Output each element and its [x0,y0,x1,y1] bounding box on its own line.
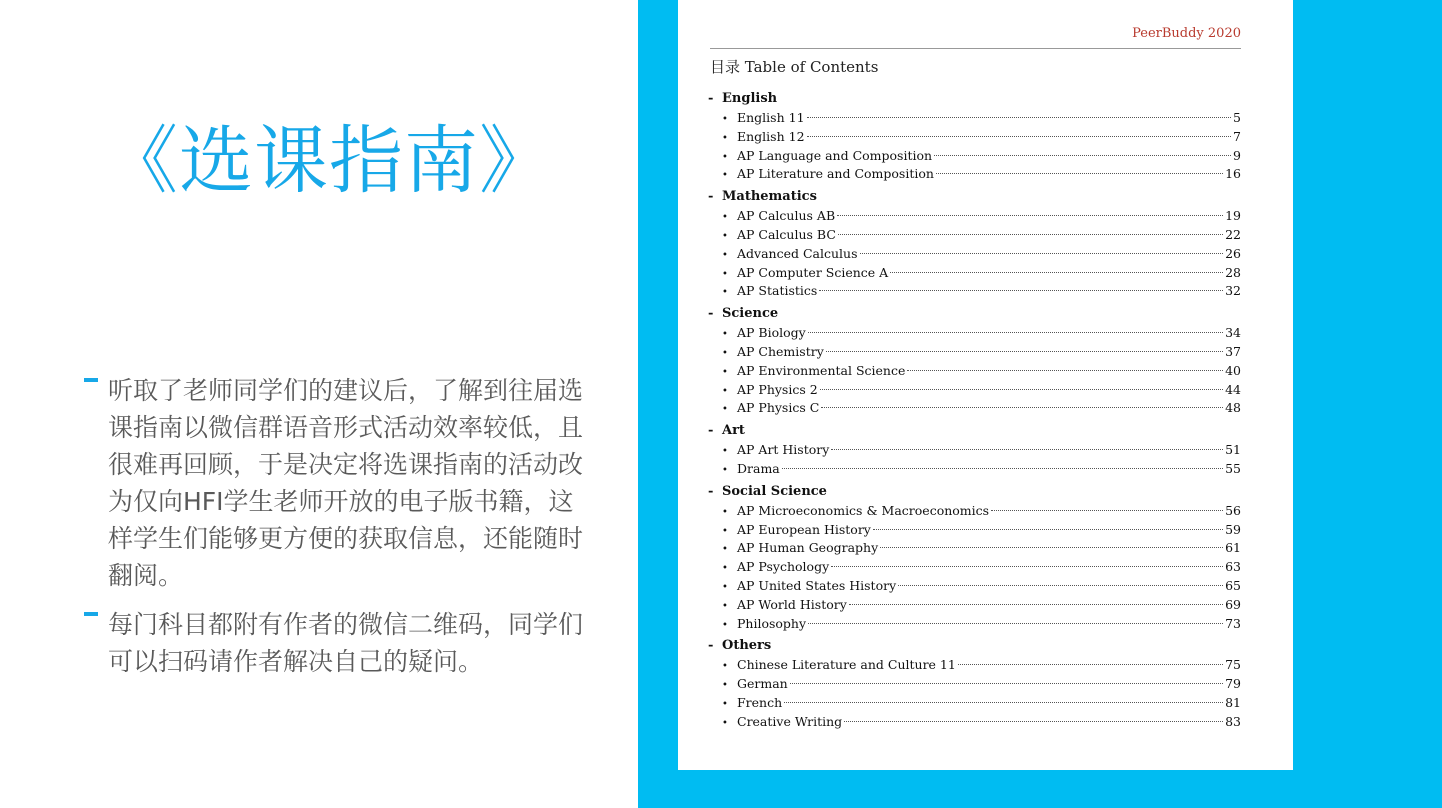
toc-entry-title: AP Physics 2 [737,381,818,397]
toc-section-heading [708,635,1241,656]
toc-entry-page: 75 [1225,657,1241,673]
toc-entry-title: AP European History [737,521,871,537]
dot-leader [873,529,1223,530]
toc-entry-page: 56 [1225,502,1241,518]
dot-leader [782,468,1223,469]
bullet-dot-icon: • [722,563,728,575]
toc-entry-title: AP Language and Composition [737,147,933,163]
bullet-dot-icon: • [722,114,728,125]
toc-section-heading [708,186,1241,207]
toc-entry-title: AP Biology [737,325,806,341]
bullet-dot-icon: • [722,600,728,612]
dot-leader [790,683,1223,684]
bullet-dot-icon: • [722,329,728,341]
toc-section-heading [708,88,1241,109]
bullet-dot-icon: • [722,717,728,729]
bullet-dot-icon: • [722,464,728,476]
toc-entry-title: AP Calculus AB [737,208,836,224]
dot-leader [820,389,1223,390]
table-of-contents [708,86,1241,732]
toc-entry [708,694,1241,713]
section-name: Others [722,638,772,654]
dot-leader [831,566,1223,567]
bullet-dot-icon: • [722,446,728,458]
toc-entry-page: 63 [1225,559,1241,575]
section-name: Art [722,423,745,439]
toc-entry [708,615,1241,634]
toc-entry-title: German [737,676,788,692]
toc-entry-title: AP Environmental Science [737,362,906,378]
bullet-dot-icon: • [722,506,728,518]
bullet-dot-icon: • [722,619,728,631]
section-name: Mathematics [722,189,817,205]
dot-leader [838,234,1223,235]
section-dash-icon: - [708,483,714,499]
section-name: English [722,91,778,106]
toc-section-heading [708,481,1241,502]
toc-entry-title: AP World History [737,596,847,612]
toc-title: 目录 Table of Contents [710,58,879,76]
toc-section-heading [708,420,1241,441]
toc-entry [708,596,1241,615]
toc-entry [708,324,1241,343]
toc-entry-title: AP Physics C [737,400,820,416]
dot-leader [837,215,1223,216]
document-page [678,0,1293,770]
toc-entry [708,207,1241,226]
bullet-dot-icon: • [722,385,728,397]
toc-entry-title: Chinese Literature and Culture 11 [737,657,956,673]
dot-leader [849,604,1223,605]
bullet-dot-icon: • [722,680,728,692]
bullet-dot-icon: • [722,151,728,163]
section-dash-icon: - [708,306,714,322]
bullet-dot-icon: • [722,230,728,242]
bullet-dot-icon: • [722,525,728,537]
document-header: PeerBuddy 2020 [710,26,1241,49]
toc-entry-title: AP Chemistry [737,343,824,359]
toc-entry-page: 5 [1233,110,1241,125]
toc-entry [708,521,1241,540]
toc-entry-page: 79 [1225,676,1241,692]
toc-section-heading [708,303,1241,324]
toc-entry-page: 34 [1225,325,1241,341]
toc-entry-page: 61 [1225,540,1241,556]
toc-entry [708,362,1241,381]
toc-entry-page: 22 [1225,226,1241,242]
toc-entry-title: French [737,694,783,710]
toc-entry-title: AP Psychology [737,559,830,575]
bullet-dot-icon: • [722,698,728,710]
toc-entry-title: Creative Writing [737,713,843,729]
toc-entry-title: Drama [737,460,780,476]
dot-leader [898,585,1223,586]
toc-entry [708,460,1241,479]
toc-entry-title: AP Human Geography [737,540,879,556]
bullet-dot-icon: • [722,132,728,144]
toc-entry-page: 28 [1225,264,1241,280]
bullet-dot-icon: • [722,404,728,416]
toc-entry [708,226,1241,245]
toc-entry [708,441,1241,460]
toc-entry [708,245,1241,264]
toc-entry-title: English 11 [737,110,805,125]
toc-entry-title: AP Computer Science A [737,264,889,280]
toc-entry [708,502,1241,521]
toc-entry-page: 7 [1233,128,1241,144]
bullet-dot-icon: • [722,661,728,673]
toc-entry-page: 26 [1225,245,1241,261]
dot-leader [890,272,1223,273]
toc-entry-title: AP United States History [737,577,897,593]
dot-leader [934,155,1231,156]
bullet-text: 每门科目都附有作者的微信二维码，同学们可以扫码请作者解决自己的疑问。 [108,610,584,676]
toc-entry [708,399,1241,418]
bullet-dash-icon [84,612,98,616]
section-dash-icon: - [708,91,714,106]
dot-leader [880,547,1223,548]
toc-entry-title: Advanced Calculus [737,245,858,261]
slide-title: 《选课指南》 [104,118,554,204]
toc-entry-title: English 12 [737,128,805,144]
toc-entry-page: 51 [1225,442,1241,458]
toc-entry [708,264,1241,283]
bullet-dot-icon: • [722,249,728,261]
toc-entry [708,577,1241,596]
dot-leader [826,351,1223,352]
dot-leader [907,370,1223,371]
section-name: Science [722,306,779,322]
bullet-dot-icon: • [722,366,728,378]
bullet-dot-icon: • [722,170,728,182]
toc-entry-page: 40 [1225,362,1241,378]
toc-entry [708,109,1241,128]
toc-entry [708,713,1241,732]
toc-entry-page: 37 [1225,343,1241,359]
toc-entry-page: 81 [1225,694,1241,710]
dot-leader [821,407,1223,408]
toc-entry-title: AP Calculus BC [737,226,836,242]
dot-leader [831,449,1223,450]
section-dash-icon: - [708,189,714,205]
dot-leader [991,510,1223,511]
bullet-dot-icon: • [722,287,728,299]
toc-entry-title: AP Microeconomics & Macroeconomics [737,502,990,518]
bullet-item [84,372,584,594]
toc-entry [708,381,1241,400]
dot-leader [808,623,1223,624]
toc-entry [708,558,1241,577]
bullet-dot-icon: • [722,212,728,224]
toc-entry [708,165,1241,184]
toc-entry-title: AP Art History [737,442,830,458]
toc-entry-page: 69 [1225,596,1241,612]
dot-leader [807,117,1232,118]
toc-entry-page: 55 [1225,460,1241,476]
toc-entry-title: Philosophy [737,615,807,631]
bullet-item [84,606,584,680]
toc-entry-title: AP Literature and Composition [737,166,934,182]
bullet-dot-icon: • [722,347,728,359]
toc-entry [708,343,1241,362]
section-dash-icon: - [708,423,714,439]
toc-entry-page: 73 [1225,615,1241,631]
toc-entry-page: 19 [1225,208,1241,224]
toc-entry-page: 44 [1225,381,1241,397]
toc-entry [708,282,1241,301]
dot-leader [807,136,1232,137]
bullet-dot-icon: • [722,581,728,593]
toc-entry-page: 48 [1225,400,1241,416]
toc-entry-page: 32 [1225,283,1241,299]
dot-leader [936,173,1223,174]
toc-entry-page: 59 [1225,521,1241,537]
bullet-dash-icon [84,378,98,382]
dot-leader [784,702,1223,703]
dot-leader [808,332,1223,333]
toc-entry [708,656,1241,675]
dot-leader [958,664,1223,665]
dot-leader [844,721,1223,722]
bullet-text: 听取了老师同学们的建议后，了解到往届选课指南以微信群语音形式活动效率较低，且很难再回顾，于是决定将选课指南的活动改为仅向HFI学生老师开放的电子版书籍，这样学生们能够更方便的获取信息，还能随时翻阅。 [108,376,584,590]
dot-leader [860,253,1224,254]
bullet-dot-icon: • [722,544,728,556]
toc-entry-page: 9 [1233,147,1241,163]
toc-entry-page: 16 [1225,166,1241,182]
dot-leader [819,290,1223,291]
toc-entry-page: 83 [1225,713,1241,729]
toc-entry [708,147,1241,166]
toc-entry-page: 65 [1225,577,1241,593]
bullet-list [84,372,584,692]
toc-entry [708,675,1241,694]
toc-entry [708,539,1241,558]
toc-entry [708,128,1241,147]
bullet-dot-icon: • [722,268,728,280]
section-dash-icon: - [708,638,714,654]
toc-entry-title: AP Statistics [737,283,818,299]
section-name: Social Science [722,483,827,499]
